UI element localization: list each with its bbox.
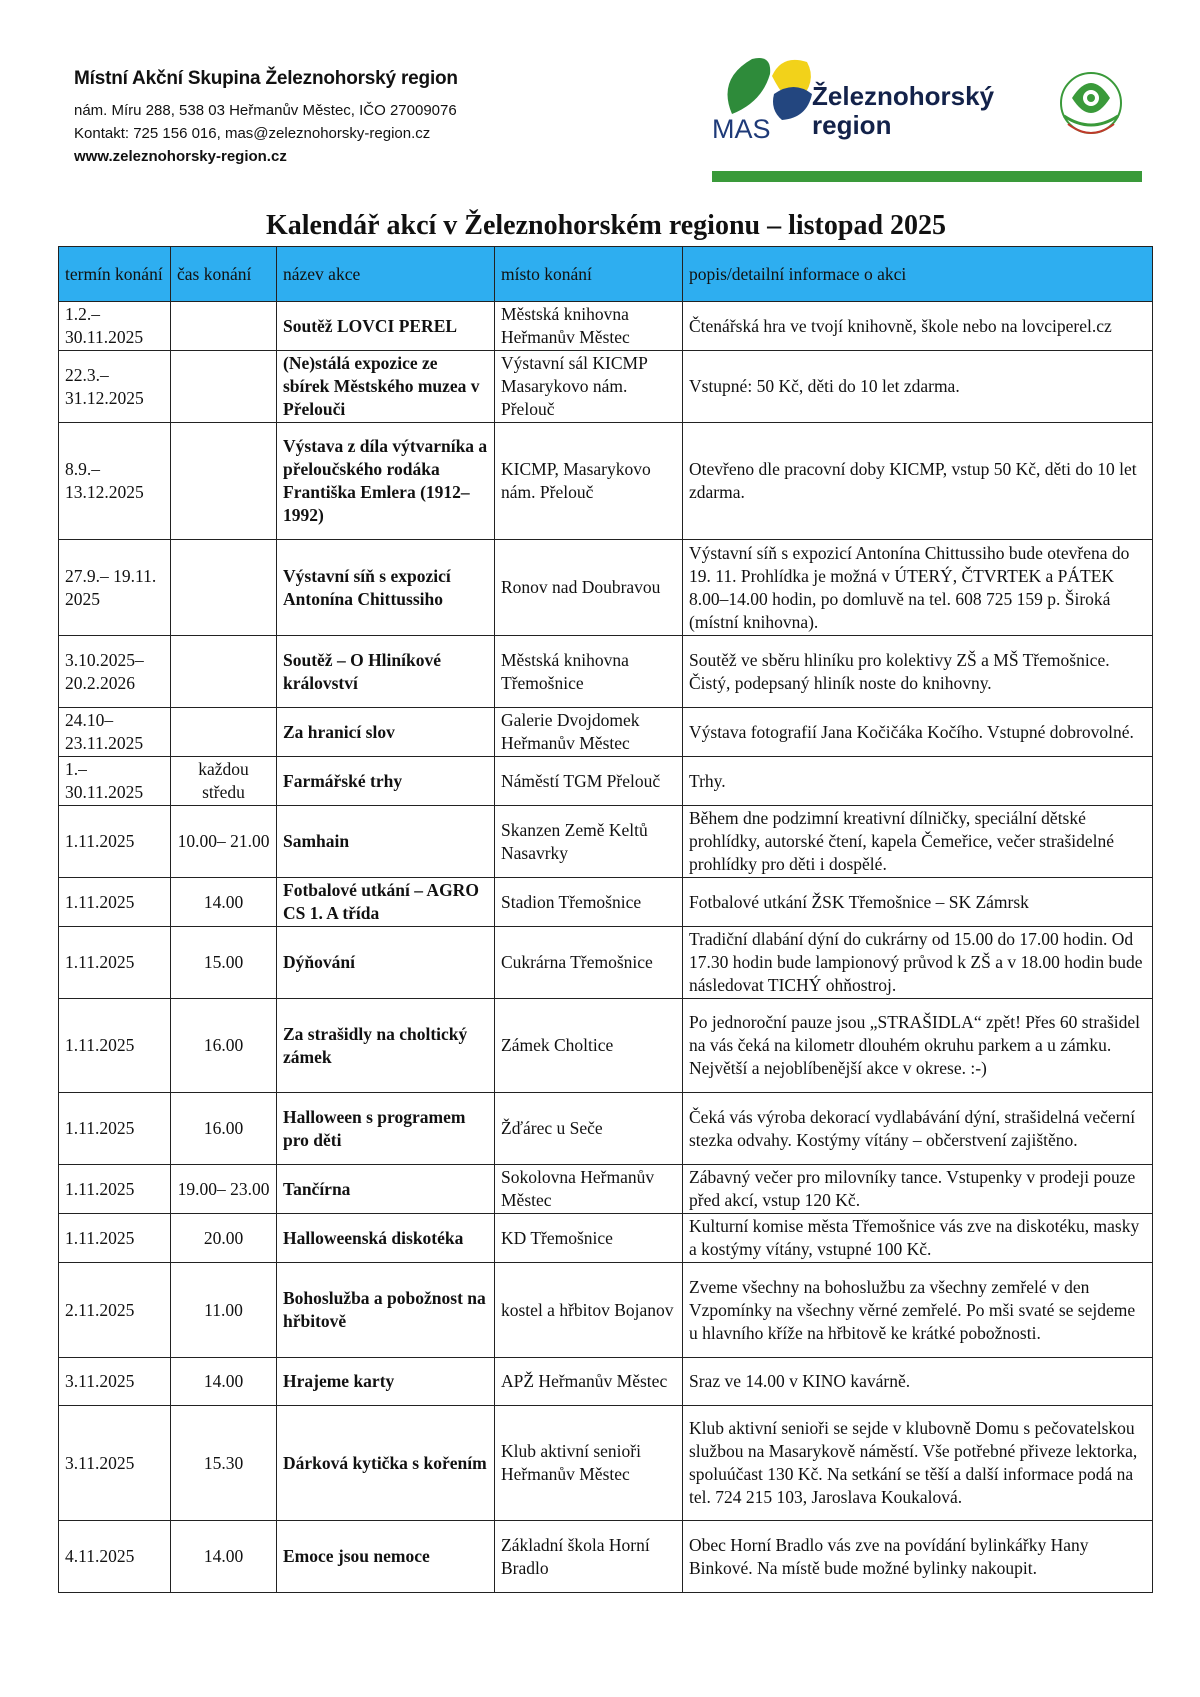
col-header-desc: popis/detailní informace o akci [683, 247, 1153, 302]
cell-event-name: Tančírna [277, 1165, 495, 1214]
cell-time [171, 423, 277, 540]
cell-time: 15.00 [171, 927, 277, 999]
cell-time: 15.30 [171, 1406, 277, 1521]
cell-date: 4.11.2025 [59, 1521, 171, 1593]
mas-logo-name-line1: Železnohorský [812, 81, 995, 111]
table-row [59, 423, 1153, 540]
table-row [59, 1165, 1153, 1214]
table-row [59, 806, 1153, 878]
mas-logo [712, 54, 1012, 154]
table-row [59, 878, 1153, 927]
table-row [59, 927, 1153, 999]
cell-event-name: Soutěž – O Hliníkové království [277, 636, 495, 708]
cell-description: Zábavný večer pro milovníky tance. Vstupenky v prodeji pouze před akcí, vstup 120 Kč. [683, 1165, 1153, 1214]
cell-place: Cukrárna Třemošnice [495, 927, 683, 999]
cell-date: 1.– 30.11.2025 [59, 757, 171, 806]
cell-place: APŽ Heřmanův Městec [495, 1358, 683, 1406]
cell-time: 20.00 [171, 1214, 277, 1263]
cell-date: 1.2.– 30.11.2025 [59, 302, 171, 351]
table-row [59, 302, 1153, 351]
cell-place: Městská knihovna Heřmanův Městec [495, 302, 683, 351]
cell-date: 1.11.2025 [59, 999, 171, 1093]
cell-description: Sraz ve 14.00 v KINO kavárně. [683, 1358, 1153, 1406]
cell-time: 10.00– 21.00 [171, 806, 277, 878]
mas-logo-name-line2: region [812, 110, 892, 140]
table-row [59, 351, 1153, 423]
org-header [74, 68, 458, 168]
org-name: Místní Akční Skupina Železnohorský region [74, 68, 458, 89]
cell-description: Otevřeno dle pracovní doby KICMP, vstup 50 Kč, děti do 10 let zdarma. [683, 423, 1153, 540]
cell-description: Klub aktivní senioři se sejde v klubovně Domu s pečovatelskou službou na Masarykově náměstí. Vše potřebné přiveze lektorka, spoluúčast 130 Kč. Na setkání se těší a další informace podá na tel. 724 215 103, Jaroslava Koukalová. [683, 1406, 1153, 1521]
events-table [58, 246, 1153, 1593]
cell-time: 11.00 [171, 1263, 277, 1358]
cell-date: 27.9.– 19.11. 2025 [59, 540, 171, 636]
cell-time: každou středu [171, 757, 277, 806]
cell-event-name: Halloweenská diskotéka [277, 1214, 495, 1263]
table-row [59, 1263, 1153, 1358]
org-website[interactable]: www.zeleznohorsky-region.cz [74, 148, 287, 165]
cell-place: Skanzen Země Keltů Nasavrky [495, 806, 683, 878]
table-row [59, 757, 1153, 806]
cell-description: Obec Horní Bradlo vás zve na povídání bylinkářky Hany Binkové. Na místě bude možné bylinky nakoupit. [683, 1521, 1153, 1593]
cell-place: Výstavní sál KICMP Masarykovo nám. Přelouč [495, 351, 683, 423]
cell-event-name: Za strašidly na choltický zámek [277, 999, 495, 1093]
cell-event-name: Bohoslužba a pobožnost na hřbitově [277, 1263, 495, 1358]
regional-product-logo [1042, 58, 1140, 156]
cell-time: 14.00 [171, 1358, 277, 1406]
cell-description: Kulturní komise města Třemošnice vás zve na diskotéku, masky a kostýmy vítány, vstupné 100 Kč. [683, 1214, 1153, 1263]
cell-date: 1.11.2025 [59, 927, 171, 999]
cell-description: Čeká vás výroba dekorací vydlabávání dýní, strašidelná večerní stezka odvahy. Kostýmy vítány – občerstvení zajištěno. [683, 1093, 1153, 1165]
cell-date: 1.11.2025 [59, 878, 171, 927]
org-address: nám. Míru 288, 538 03 Heřmanův Městec, IČO 27009076 [74, 102, 457, 119]
table-row [59, 1406, 1153, 1521]
cell-event-name: Dýňování [277, 927, 495, 999]
cell-date: 3.11.2025 [59, 1406, 171, 1521]
cell-time: 16.00 [171, 1093, 277, 1165]
cell-description: Zveme všechny na bohoslužbu za všechny zemřelé v den Vzpomínky na všechny věrné zemřelé. Po mši svaté se sejdeme u hlavního kříže na hřbitově ke krátké pobožnosti. [683, 1263, 1153, 1358]
cell-description: Výstavní síň s expozicí Antonína Chittussiho bude otevřena do 19. 11. Prohlídka je možná v ÚTERÝ, ČTVRTEK a PÁTEK 8.00–14.00 hodin, po domluvě na tel. 608 725 159 p. Široká (místní knihovna). [683, 540, 1153, 636]
cell-time: 14.00 [171, 1521, 277, 1593]
cell-description: Čtenářská hra ve tvojí knihovně, škole nebo na lovciperel.cz [683, 302, 1153, 351]
cell-time: 14.00 [171, 878, 277, 927]
cell-description: Tradiční dlabání dýní do cukrárny od 15.00 do 17.00 hodin. Od 17.30 hodin bude lampionový průvod k ZŠ a v 18.00 hodin bude následovat TICHÝ ohňostroj. [683, 927, 1153, 999]
cell-date: 1.11.2025 [59, 806, 171, 878]
table-row [59, 999, 1153, 1093]
cell-date: 22.3.– 31.12.2025 [59, 351, 171, 423]
cell-date: 3.11.2025 [59, 1358, 171, 1406]
col-header-date: termín konání [59, 247, 171, 302]
cell-event-name: Výstava z díla výtvarníka a přeloučského rodáka Františka Emlera (1912–1992) [277, 423, 495, 540]
cell-place: Klub aktivní senioři Heřmanův Městec [495, 1406, 683, 1521]
cell-place: kostel a hřbitov Bojanov [495, 1263, 683, 1358]
cell-description: Trhy. [683, 757, 1153, 806]
cell-place: Žďárec u Seče [495, 1093, 683, 1165]
cell-description: Soutěž ve sběru hliníku pro kolektivy ZŠ a MŠ Třemošnice. Čistý, podepsaný hliník noste do knihovny. [683, 636, 1153, 708]
cell-event-name: Hrajeme karty [277, 1358, 495, 1406]
col-header-place: místo konání [495, 247, 683, 302]
mas-logo-name [812, 82, 994, 140]
table-header-row [59, 247, 1153, 302]
table-row [59, 1214, 1153, 1263]
cell-event-name: Farmářské trhy [277, 757, 495, 806]
cell-place: KICMP, Masarykovo nám. Přelouč [495, 423, 683, 540]
mas-logo-text: MAS [712, 114, 771, 144]
cell-date: 1.11.2025 [59, 1093, 171, 1165]
cell-event-name: Samhain [277, 806, 495, 878]
table-row [59, 540, 1153, 636]
cell-date: 24.10– 23.11.2025 [59, 708, 171, 757]
cell-place: KD Třemošnice [495, 1214, 683, 1263]
col-header-name: název akce [277, 247, 495, 302]
cell-place: Městská knihovna Třemošnice [495, 636, 683, 708]
cell-event-name: Za hranicí slov [277, 708, 495, 757]
cell-date: 1.11.2025 [59, 1165, 171, 1214]
cell-place: Sokolovna Heřmanův Městec [495, 1165, 683, 1214]
cell-date: 8.9.– 13.12.2025 [59, 423, 171, 540]
cell-event-name: Emoce jsou nemoce [277, 1521, 495, 1593]
page-title: Kalendář akcí v Železnohorském regionu – listopad 2025 [265, 210, 947, 241]
cell-place: Galerie Dvojdomek Heřmanův Městec [495, 708, 683, 757]
cell-date: 1.11.2025 [59, 1214, 171, 1263]
org-contact: Kontakt: 725 156 016, mas@zeleznohorsky-region.cz [74, 125, 431, 142]
cell-time [171, 302, 277, 351]
cell-date: 3.10.2025– 20.2.2026 [59, 636, 171, 708]
table-row [59, 1358, 1153, 1406]
cell-place: Náměstí TGM Přelouč [495, 757, 683, 806]
cell-event-name: Výstavní síň s expozicí Antonína Chittussiho [277, 540, 495, 636]
cell-time: 16.00 [171, 999, 277, 1093]
col-header-time: čas konání [171, 247, 277, 302]
cell-event-name: Fotbalové utkání – AGRO CS 1. A třída [277, 878, 495, 927]
cell-time: 19.00– 23.00 [171, 1165, 277, 1214]
cell-description: Fotbalové utkání ŽSK Třemošnice – SK Zámrsk [683, 878, 1153, 927]
cell-time [171, 540, 277, 636]
cell-date: 2.11.2025 [59, 1263, 171, 1358]
cell-place: Ronov nad Doubravou [495, 540, 683, 636]
cell-description: Během dne podzimní kreativní dílničky, speciální dětské prohlídky, autorské čtení, kapela Čemeřice, večer strašidelné prohlídky pro děti i dospělé. [683, 806, 1153, 878]
cell-event-name: Dárková kytička s kořením [277, 1406, 495, 1521]
table-row [59, 1521, 1153, 1593]
cell-event-name: Soutěž LOVCI PEREL [277, 302, 495, 351]
cell-place: Stadion Třemošnice [495, 878, 683, 927]
cell-time [171, 708, 277, 757]
cell-description: Výstava fotografií Jana Kočičáka Kočího. Vstupné dobrovolné. [683, 708, 1153, 757]
cell-event-name: Halloween s programem pro děti [277, 1093, 495, 1165]
cell-time [171, 636, 277, 708]
cell-place: Zámek Choltice [495, 999, 683, 1093]
cell-time [171, 351, 277, 423]
header-divider [712, 171, 1142, 182]
cell-description: Po jednoroční pauze jsou „STRAŠIDLA“ zpět! Přes 60 strašidel na vás čeká na kilometr dlouhém okruhu parkem a u zámku. Největší a nejoblíbenější akce v okrese. :-) [683, 999, 1153, 1093]
table-row [59, 1093, 1153, 1165]
table-row [59, 636, 1153, 708]
cell-place: Základní škola Horní Bradlo [495, 1521, 683, 1593]
table-row [59, 708, 1153, 757]
cell-event-name: (Ne)stálá expozice ze sbírek Městského muzea v Přelouči [277, 351, 495, 423]
cell-description: Vstupné: 50 Kč, děti do 10 let zdarma. [683, 351, 1153, 423]
